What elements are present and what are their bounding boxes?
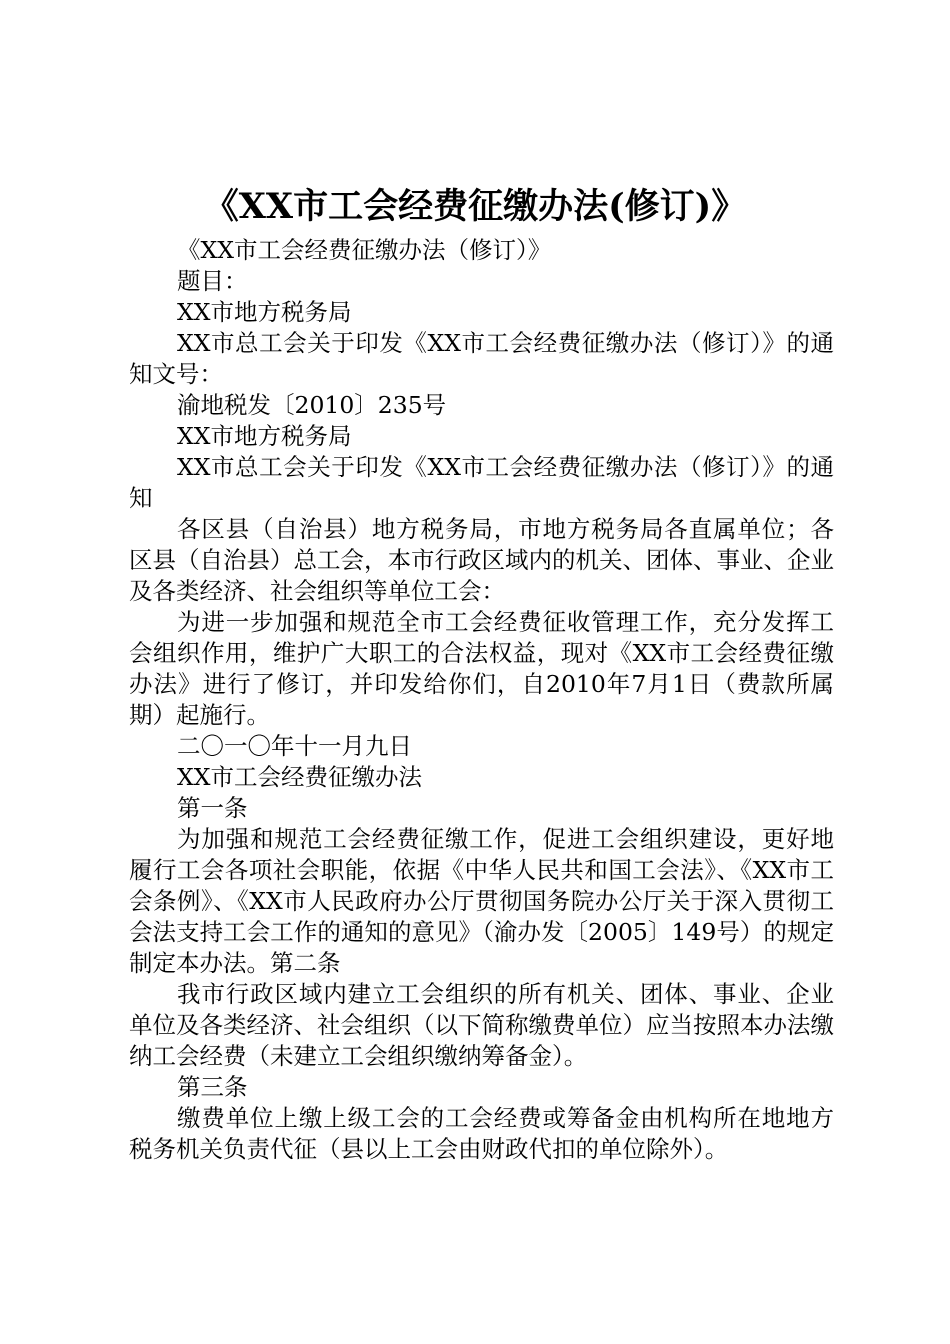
paragraph-notice-number-label: XX市总工会关于印发《XX市工会经费征缴办法（修订）》的通知文号： [129, 329, 834, 388]
paragraph-notice-title: XX市总工会关于印发《XX市工会经费征缴办法（修订）》的通知 [129, 453, 834, 512]
paragraph-article-3-heading: 第三条 [177, 1073, 248, 1101]
paragraph-notice-body: 为进一步加强和规范全市工会经费征收管理工作，充分发挥工会组织作用，维护广大职工的合法权益，现对《XX市工会经费征缴办法》进行了修订，并印发给你们，自2010年7月1日（费款所属期）起施行。 [129, 608, 834, 729]
paragraph-date: 二〇一〇年十一月九日 [177, 732, 412, 760]
paragraph-document-number: 渝地税发〔2010〕235号 [177, 391, 447, 419]
paragraph-issuer-tax-bureau: XX市地方税务局 [177, 298, 352, 326]
paragraph-article-1-heading: 第一条 [177, 794, 248, 822]
paragraph-recipients: 各区县（自治县）地方税务局，市地方税务局各直属单位；各区县（自治县）总工会，本市行政区域内的机关、团体、事业、企业及各类经济、社会组织等单位工会： [129, 515, 834, 605]
document-body [129, 235, 834, 1165]
paragraph-topic-label: 题目： [177, 267, 248, 295]
paragraph-article-3-body: 缴费单位上缴上级工会的工会经费或筹备金由机构所在地地方税务机关负责代征（县以上工会由财政代扣的单位除外）。 [129, 1104, 834, 1163]
paragraph-issuer-tax-bureau-2: XX市地方税务局 [177, 422, 352, 450]
paragraph-article-1-body: 为加强和规范工会经费征缴工作，促进工会组织建设，更好地履行工会各项社会职能，依据《中华人民共和国工会法》、《XX市工会条例》、《XX市人民政府办公厅贯彻国务院办公厅关于深入贯彻工会法支持工会工作的通知的意见》（渝办发〔2005〕149号）的规定制定本办法。第二条 [129, 825, 834, 977]
paragraph-heading-repeat: 《XX市工会经费征缴办法（修订）》 [177, 236, 552, 264]
paragraph-measures-title: XX市工会经费征缴办法 [177, 763, 422, 791]
paragraph-article-2-body: 我市行政区域内建立工会组织的所有机关、团体、事业、企业单位及各类经济、社会组织（以下简称缴费单位）应当按照本办法缴纳工会经费（未建立工会组织缴纳筹备金）。 [129, 980, 834, 1070]
document-title: 《XX市工会经费征缴办法(修订)》 [203, 186, 747, 227]
